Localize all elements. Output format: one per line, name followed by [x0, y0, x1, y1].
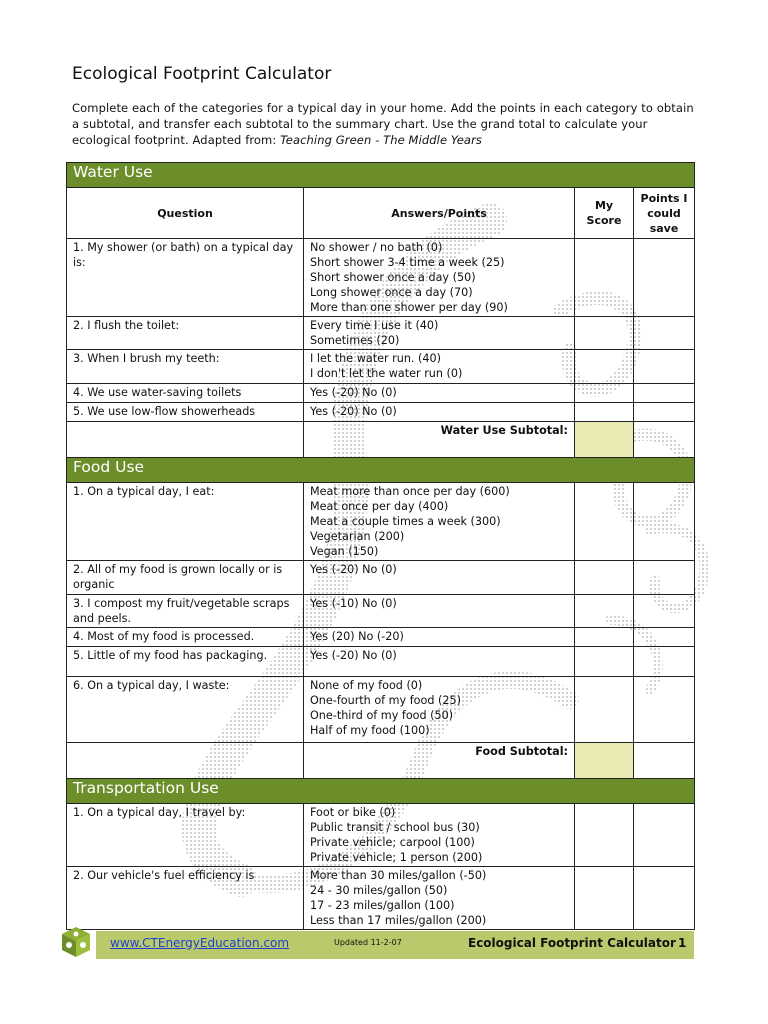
page-footer	[58, 924, 694, 960]
table-row	[67, 403, 695, 422]
answer-option: One-fourth of my food (25)	[310, 694, 461, 707]
answer-option: Yes (-20) No (0)	[310, 563, 397, 576]
section-header-food	[67, 458, 695, 483]
website-link[interactable]: www.CTEnergyEducation.com	[110, 936, 290, 950]
table-row	[67, 804, 695, 867]
answer-option: I don't let the water run (0)	[310, 367, 463, 380]
points-save-input[interactable]	[634, 239, 695, 317]
points-save-input[interactable]	[634, 628, 695, 647]
subtotal-save-input[interactable]	[634, 422, 695, 458]
column-header-row	[67, 188, 695, 239]
answer-option: Vegan (150)	[310, 545, 379, 558]
answer-option: 24 - 30 miles/gallon (50)	[310, 884, 448, 897]
answers-cell	[304, 384, 575, 403]
answers-cell	[304, 647, 575, 677]
answer-option: Yes (20) No (-20)	[310, 630, 404, 643]
answer-option: I let the water run. (40)	[310, 352, 441, 365]
subtotal-score-input[interactable]	[575, 743, 634, 779]
table-row	[67, 647, 695, 677]
question-cell: 6. On a typical day, I waste:	[67, 677, 304, 743]
answer-option: Yes (-20) No (0)	[310, 405, 397, 418]
answer-option: Meat once per day (400)	[310, 500, 449, 513]
answer-option: Long shower once a day (70)	[310, 286, 473, 299]
my-score-input[interactable]	[575, 647, 634, 677]
answers-cell	[304, 350, 575, 384]
table-row	[67, 317, 695, 350]
answer-option: Foot or bike (0)	[310, 806, 396, 819]
answer-option: Short shower once a day (50)	[310, 271, 476, 284]
answer-option: Every time I use it (40)	[310, 319, 439, 332]
my-score-input[interactable]	[575, 677, 634, 743]
answer-option: None of my food (0)	[310, 679, 423, 692]
answers-cell	[304, 804, 575, 867]
my-score-input[interactable]	[575, 804, 634, 867]
section-title-transport: Transportation Use	[67, 779, 695, 804]
question-cell: 4. Most of my food is processed.	[67, 628, 304, 647]
answer-option: Less than 17 miles/gallon (200)	[310, 914, 487, 927]
table-row	[67, 628, 695, 647]
calculator-table	[66, 162, 695, 930]
points-save-header: Points I could save	[634, 188, 695, 239]
question-cell: 3. I compost my fruit/vegetable scraps and peels.	[67, 595, 304, 628]
points-save-input[interactable]	[634, 561, 695, 595]
subtotal-label: Food Subtotal:	[304, 743, 575, 779]
table-row	[67, 239, 695, 317]
table-row	[67, 561, 695, 595]
answer-option: Yes (-20) No (0)	[310, 386, 397, 399]
question-cell: 1. My shower (or bath) on a typical day is:	[67, 239, 304, 317]
answers-cell	[304, 239, 575, 317]
answer-option: More than one shower per day (90)	[310, 301, 508, 314]
answers-cell	[304, 561, 575, 595]
subtotal-row-water	[67, 422, 695, 458]
subtotal-blank	[67, 743, 304, 779]
subtotal-row-food	[67, 743, 695, 779]
question-cell: 2. I flush the toilet:	[67, 317, 304, 350]
question-cell: 3. When I brush my teeth:	[67, 350, 304, 384]
answer-option: Meat more than once per day (600)	[310, 485, 510, 498]
subtotal-score-input[interactable]	[575, 422, 634, 458]
my-score-input[interactable]	[575, 483, 634, 561]
my-score-input[interactable]	[575, 403, 634, 422]
my-score-input[interactable]	[575, 350, 634, 384]
answer-option: Sometimes (20)	[310, 334, 400, 347]
updated-date: Updated 11-2-07	[334, 938, 402, 947]
my-score-input[interactable]	[575, 239, 634, 317]
answers-cell	[304, 677, 575, 743]
subtotal-blank	[67, 422, 304, 458]
points-save-input[interactable]	[634, 483, 695, 561]
answer-option: Public transit / school bus (30)	[310, 821, 480, 834]
answers-header: Answers/Points	[304, 188, 575, 239]
my-score-header: My Score	[575, 188, 634, 239]
section-header-transport	[67, 779, 695, 804]
intro-paragraph	[72, 100, 694, 148]
answers-cell	[304, 595, 575, 628]
subtotal-save-input[interactable]	[634, 743, 695, 779]
answers-cell	[304, 628, 575, 647]
subtotal-label: Water Use Subtotal:	[304, 422, 575, 458]
table-row	[67, 483, 695, 561]
points-save-input[interactable]	[634, 403, 695, 422]
points-save-input[interactable]	[634, 647, 695, 677]
question-cell: 2. All of my food is grown locally or is organic	[67, 561, 304, 595]
my-score-input[interactable]	[575, 595, 634, 628]
answers-cell	[304, 483, 575, 561]
table-row	[67, 595, 695, 628]
table-row	[67, 677, 695, 743]
question-cell: 1. On a typical day, I travel by:	[67, 804, 304, 867]
my-score-input[interactable]	[575, 317, 634, 350]
question-cell: 5. Little of my food has packaging.	[67, 647, 304, 677]
points-save-input[interactable]	[634, 350, 695, 384]
answer-option: Half of my food (100)	[310, 724, 430, 737]
my-score-input[interactable]	[575, 628, 634, 647]
page-number: 1	[678, 936, 687, 950]
my-score-input[interactable]	[575, 384, 634, 403]
answer-option: Yes (-10) No (0)	[310, 597, 397, 610]
table-row	[67, 867, 695, 930]
answer-option: More than 30 miles/gallon (-50)	[310, 869, 487, 882]
question-cell: 4. We use water-saving toilets	[67, 384, 304, 403]
table-row	[67, 350, 695, 384]
answer-option: No shower / no bath (0)	[310, 241, 443, 254]
points-save-input[interactable]	[634, 677, 695, 743]
intro-source: Teaching Green - The Middle Years	[280, 133, 482, 147]
answer-option: 17 - 23 miles/gallon (100)	[310, 899, 455, 912]
answer-option: Yes (-20) No (0)	[310, 649, 397, 662]
answers-cell	[304, 317, 575, 350]
points-save-input[interactable]	[634, 317, 695, 350]
my-score-input[interactable]	[575, 561, 634, 595]
answer-option: One-third of my food (50)	[310, 709, 454, 722]
section-title-water: Water Use	[67, 163, 695, 188]
intro-text: Complete each of the categories for a typical day in your home. Add the points in each category to obtain a subtotal, and transfer each subtotal to the summary chart. Use the grand total to calculate your ecological footprint. Adapted from:	[72, 101, 694, 147]
logo-cube-icon	[58, 924, 94, 960]
points-save-input[interactable]	[634, 384, 695, 403]
table-row	[67, 384, 695, 403]
answers-cell	[304, 403, 575, 422]
answer-option: Private vehicle; carpool (100)	[310, 836, 475, 849]
section-title-food: Food Use	[67, 458, 695, 483]
footer-title: Ecological Footprint Calculator	[468, 936, 676, 950]
answers-cell	[304, 867, 575, 930]
points-save-input[interactable]	[634, 804, 695, 867]
question-header: Question	[67, 188, 304, 239]
points-save-input[interactable]	[634, 867, 695, 930]
answer-option: Private vehicle; 1 person (200)	[310, 851, 483, 864]
question-cell: 5. We use low-flow showerheads	[67, 403, 304, 422]
question-cell: 1. On a typical day, I eat:	[67, 483, 304, 561]
answer-option: Meat a couple times a week (300)	[310, 515, 501, 528]
page-title: Ecological Footprint Calculator	[72, 64, 332, 84]
points-save-input[interactable]	[634, 595, 695, 628]
section-header-water	[67, 163, 695, 188]
question-cell: 2. Our vehicle's fuel efficiency is	[67, 867, 304, 930]
my-score-input[interactable]	[575, 867, 634, 930]
answer-option: Vegetarian (200)	[310, 530, 405, 543]
answer-option: Short shower 3-4 time a week (25)	[310, 256, 505, 269]
